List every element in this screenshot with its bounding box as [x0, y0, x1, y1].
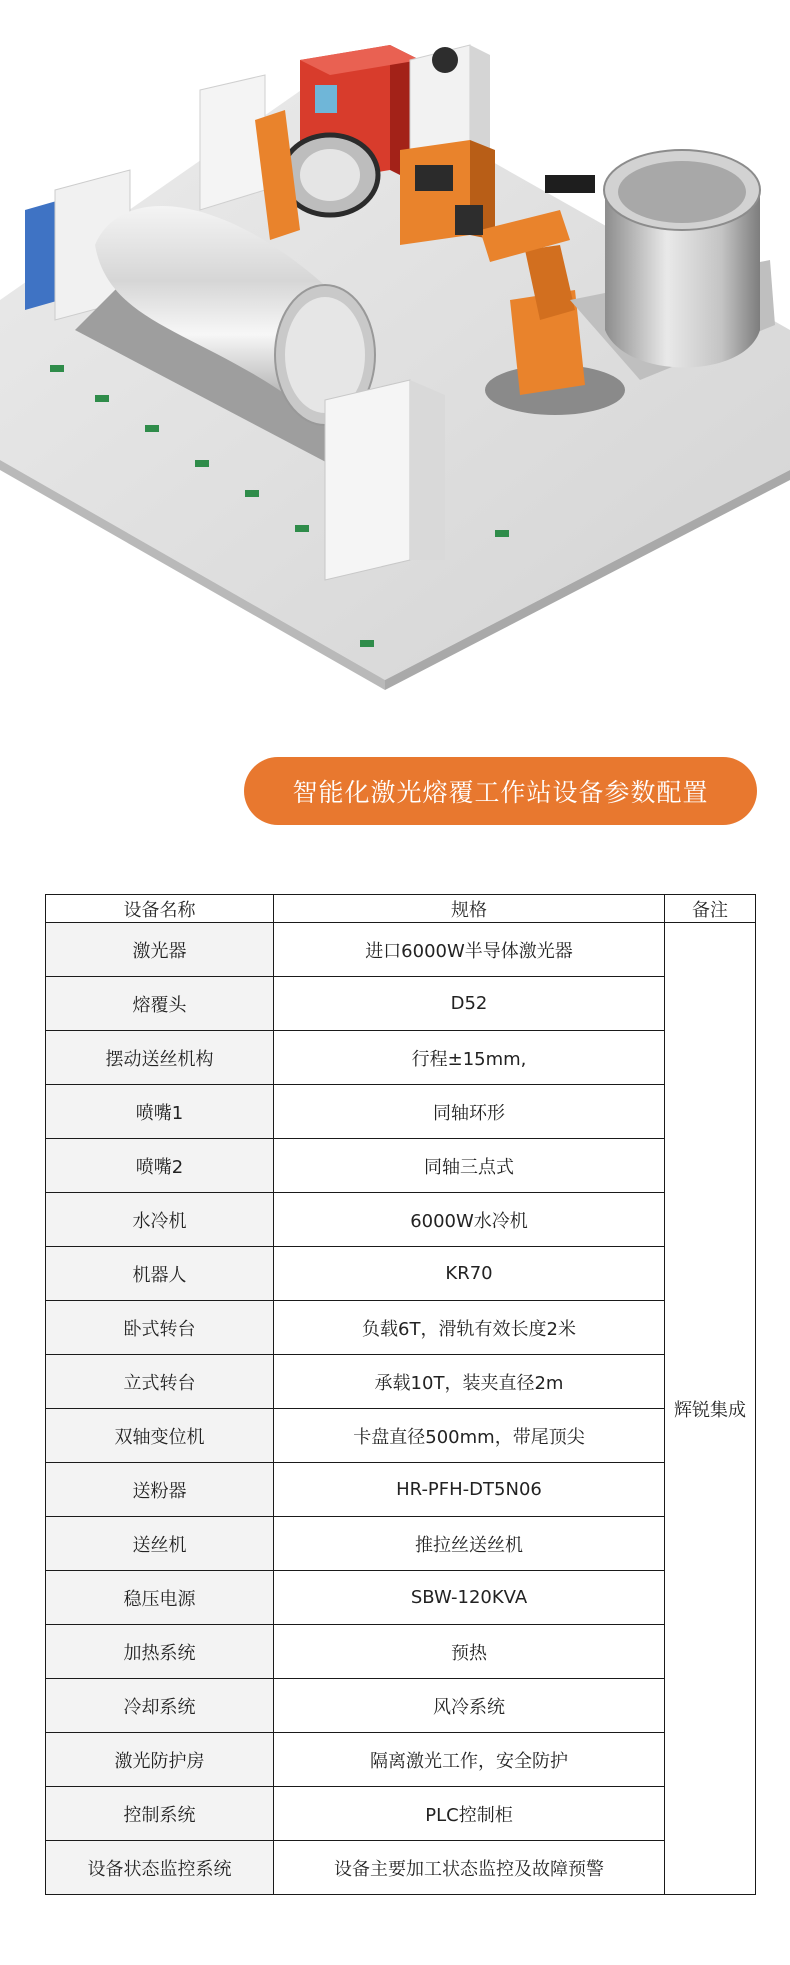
equipment-name: 摆动送丝机构: [46, 1031, 274, 1085]
table-row: [46, 1463, 756, 1517]
table-row: [46, 1733, 756, 1787]
column-header-spec: 规格: [274, 895, 665, 923]
equipment-spec: 推拉丝送丝机: [274, 1517, 665, 1571]
workstation-illustration: [0, 0, 790, 700]
equipment-name: 设备状态监控系统: [46, 1841, 274, 1895]
equipment-name: 送粉器: [46, 1463, 274, 1517]
equipment-name: 冷却系统: [46, 1679, 274, 1733]
table-row: [46, 1787, 756, 1841]
equipment-spec: 同轴环形: [274, 1085, 665, 1139]
equipment-spec: 风冷系统: [274, 1679, 665, 1733]
equipment-name: 卧式转台: [46, 1301, 274, 1355]
equipment-name: 加热系统: [46, 1625, 274, 1679]
equipment-spec: 卡盘直径500mm，带尾顶尖: [274, 1409, 665, 1463]
equipment-spec: 6000W水冷机: [274, 1193, 665, 1247]
equipment-name: 激光器: [46, 923, 274, 977]
table-row: [46, 1517, 756, 1571]
equipment-name: 熔覆头: [46, 977, 274, 1031]
table-row: [46, 1247, 756, 1301]
table-row: [46, 1301, 756, 1355]
equipment-spec: 隔离激光工作，安全防护: [274, 1733, 665, 1787]
equipment-spec: 同轴三点式: [274, 1139, 665, 1193]
equipment-name: 喷嘴1: [46, 1085, 274, 1139]
equipment-spec: 预热: [274, 1625, 665, 1679]
equipment-spec: 承载10T，装夹直径2m: [274, 1355, 665, 1409]
table-row: [46, 1841, 756, 1895]
table-row: [46, 1625, 756, 1679]
equipment-spec: 行程±15mm,: [274, 1031, 665, 1085]
note-cell: 辉锐集成: [665, 923, 756, 1895]
equipment-name: 水冷机: [46, 1193, 274, 1247]
equipment-name: 稳压电源: [46, 1571, 274, 1625]
table-row: [46, 1571, 756, 1625]
equipment-spec: 设备主要加工状态监控及故障预警: [274, 1841, 665, 1895]
table-row: [46, 1139, 756, 1193]
table-row: [46, 1355, 756, 1409]
equipment-spec: HR-PFH-DT5N06: [274, 1463, 665, 1517]
table-row: [46, 1409, 756, 1463]
equipment-name: 机器人: [46, 1247, 274, 1301]
table-row: [46, 1679, 756, 1733]
column-header-note: 备注: [665, 895, 756, 923]
equipment-name: 立式转台: [46, 1355, 274, 1409]
equipment-spec: PLC控制柜: [274, 1787, 665, 1841]
equipment-spec: KR70: [274, 1247, 665, 1301]
equipment-name: 双轴变位机: [46, 1409, 274, 1463]
equipment-name: 激光防护房: [46, 1733, 274, 1787]
table-row: [46, 1031, 756, 1085]
spec-table: [45, 894, 756, 1895]
equipment-spec: 进口6000W半导体激光器: [274, 923, 665, 977]
table-row: [46, 1085, 756, 1139]
section-title: 智能化激光熔覆工作站设备参数配置: [244, 757, 757, 825]
equipment-name: 送丝机: [46, 1517, 274, 1571]
equipment-spec: D52: [274, 977, 665, 1031]
table-row: [46, 923, 756, 977]
table-header-row: [46, 895, 756, 923]
equipment-name: 控制系统: [46, 1787, 274, 1841]
table-row: [46, 977, 756, 1031]
equipment-name: 喷嘴2: [46, 1139, 274, 1193]
equipment-spec: SBW-120KVA: [274, 1571, 665, 1625]
table-row: [46, 1193, 756, 1247]
equipment-spec: 负载6T，滑轨有效长度2米: [274, 1301, 665, 1355]
column-header-name: 设备名称: [46, 895, 274, 923]
